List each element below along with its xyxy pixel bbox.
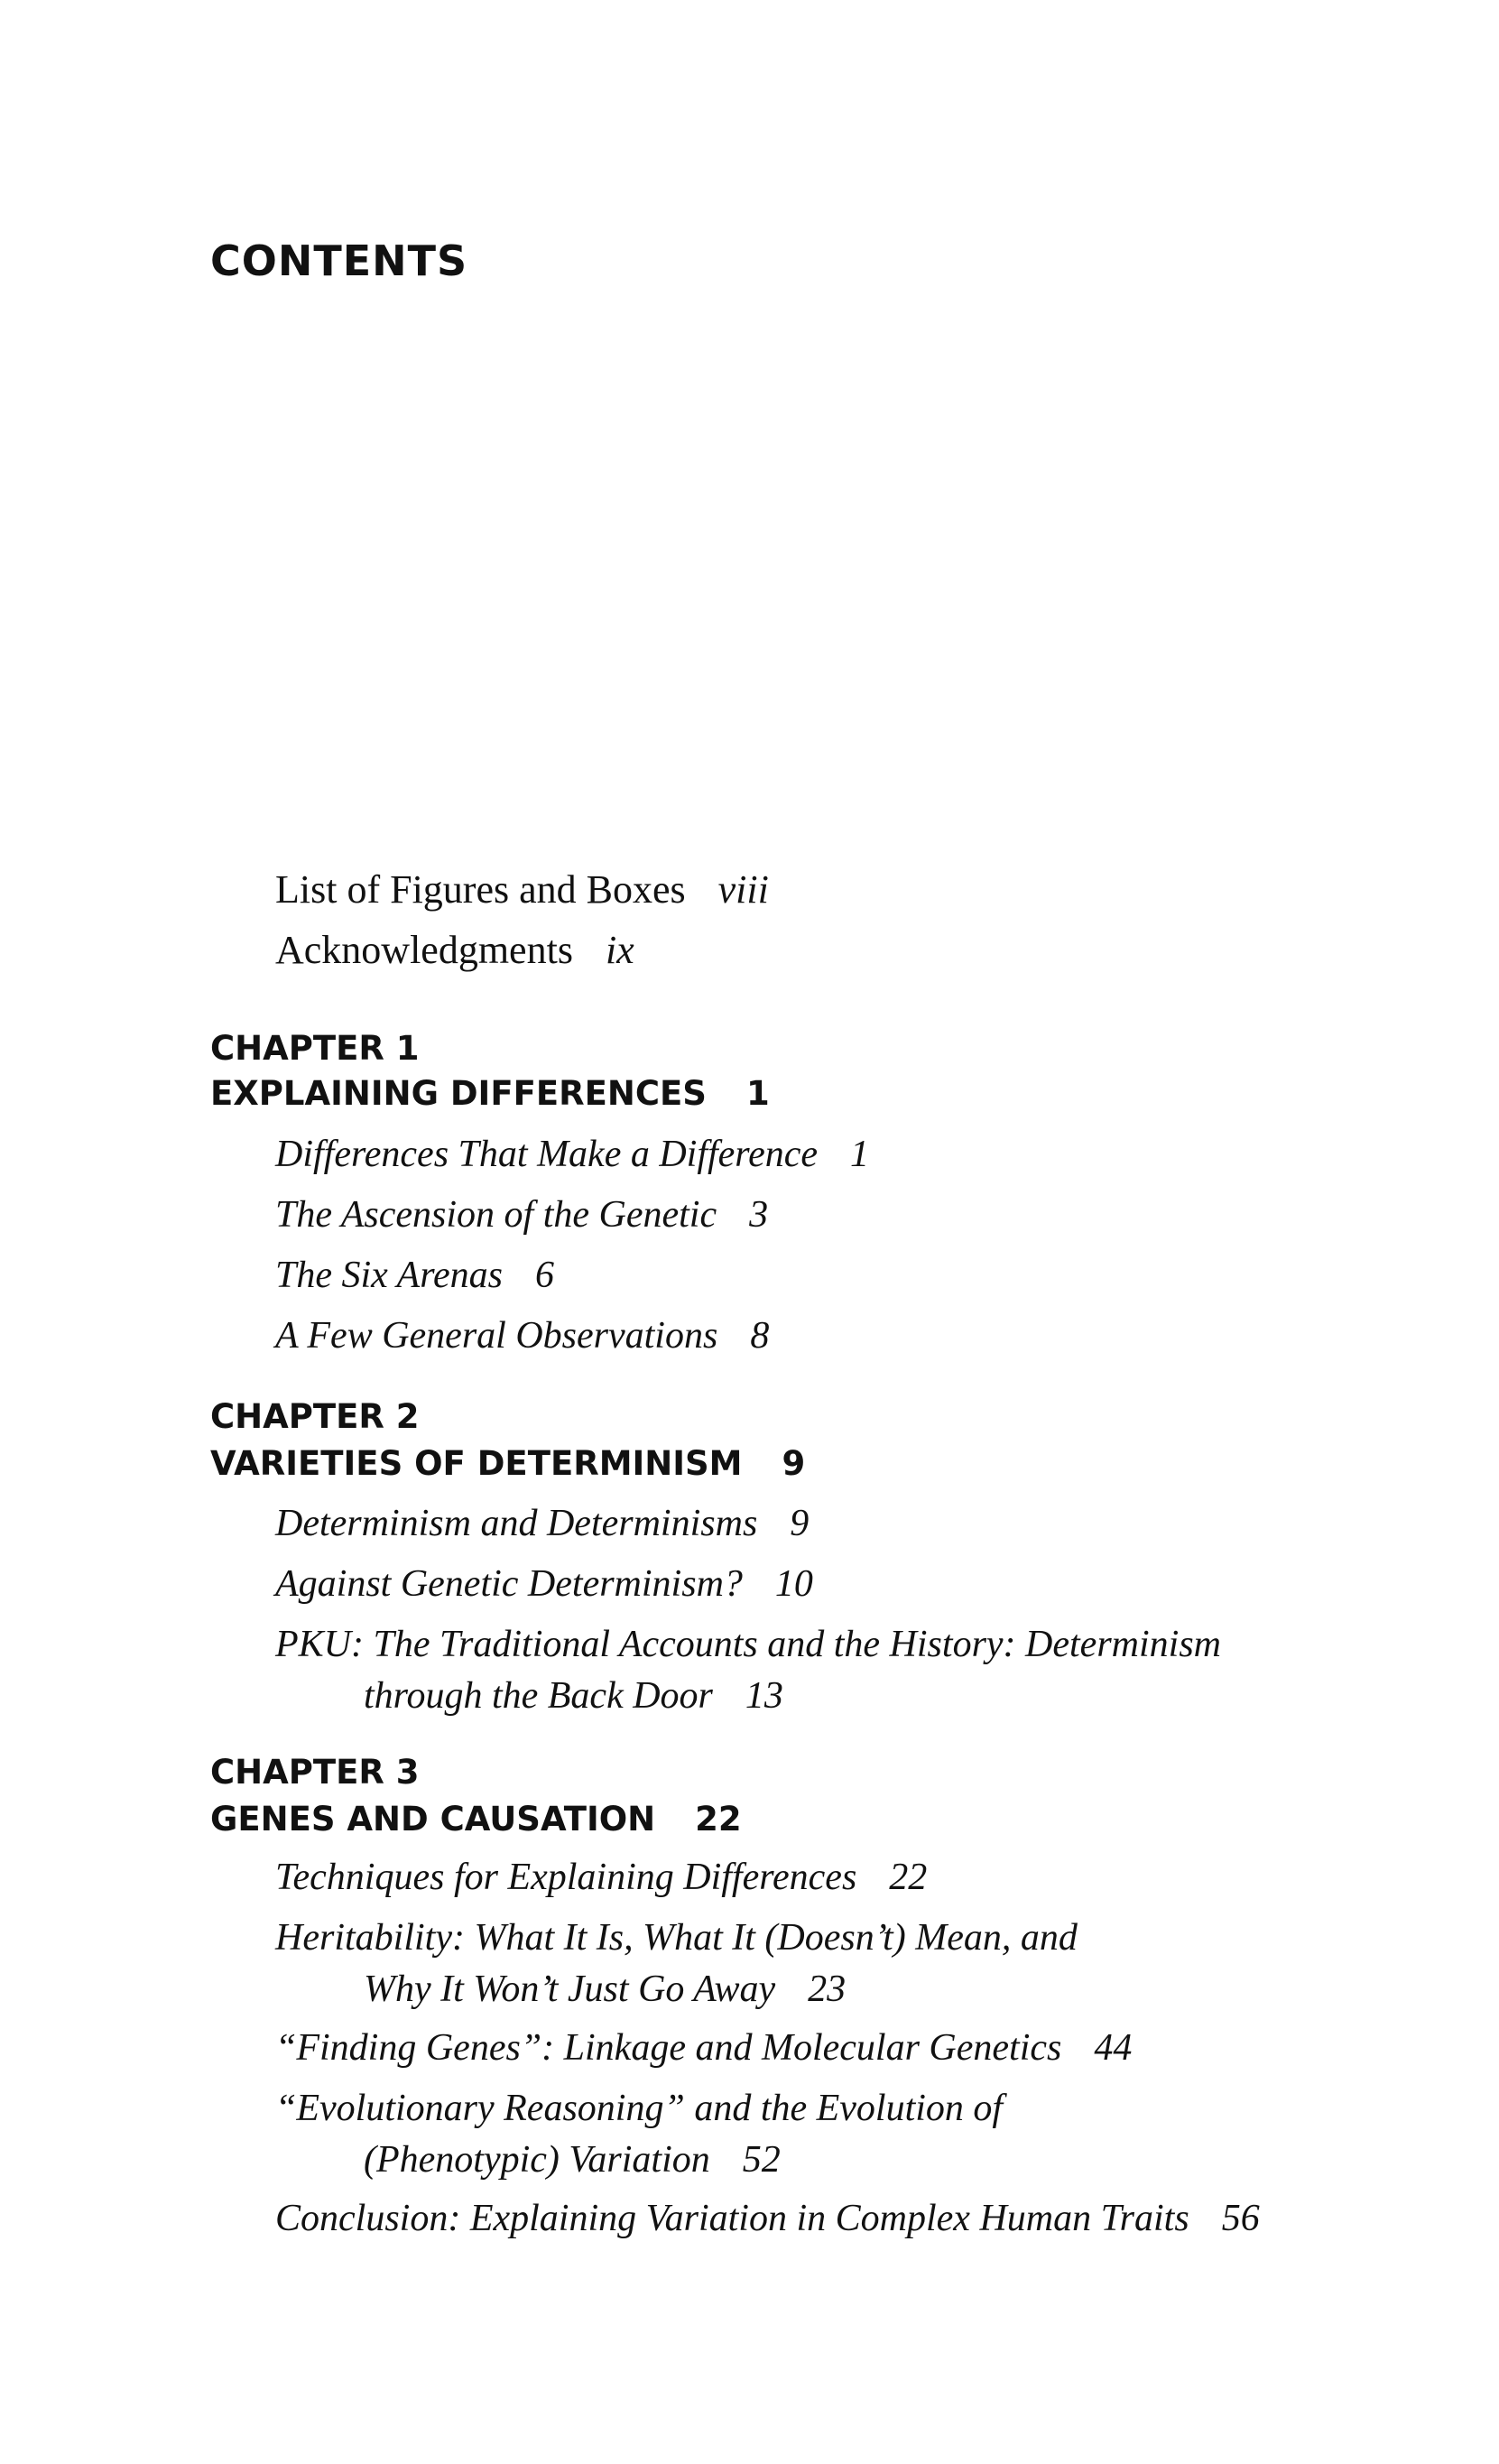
chapter-1-title[interactable] (210, 1074, 770, 1113)
toc-entry-title: List of Figures and Boxes (275, 867, 686, 912)
chapter-title-text: VARIETIES OF DETERMINISM (210, 1444, 743, 1483)
toc-entry-title: Against Genetic Determinism? (275, 1563, 743, 1605)
toc-entry-page: 44 (1094, 2027, 1133, 2069)
chapter-1-label: CHAPTER 1 (210, 1029, 420, 1068)
toc-entry-page: 23 (808, 1968, 847, 2010)
toc-entry-page: 8 (750, 1315, 770, 1357)
chapter-title-text: GENES AND CAUSATION (210, 1800, 656, 1839)
page-title: CONTENTS (210, 236, 468, 285)
toc-entry-line-2[interactable] (364, 2138, 781, 2181)
chapter-page: 9 (782, 1444, 806, 1483)
toc-entry[interactable] (275, 1856, 927, 1899)
toc-entry-page: 56 (1221, 2198, 1260, 2239)
toc-entry-title: Why It Won’t Just Go Away (364, 1968, 776, 2010)
toc-entry-title: The Six Arenas (275, 1255, 503, 1296)
chapter-title-text: EXPLAINING DIFFERENCES (210, 1074, 707, 1113)
chapter-2-label: CHAPTER 2 (210, 1397, 420, 1436)
toc-entry[interactable] (275, 1133, 869, 1176)
toc-entry[interactable] (275, 2197, 1260, 2240)
toc-entry-page: ix (605, 928, 634, 972)
toc-entry-title: Differences That Make a Difference (275, 1134, 819, 1175)
toc-entry-page: 10 (774, 1563, 813, 1605)
toc-entry[interactable] (275, 1193, 768, 1237)
toc-entry-title: Conclusion: Explaining Variation in Complex Human Traits (275, 2198, 1189, 2239)
toc-entry-title: A Few General Observations (275, 1315, 718, 1357)
toc-entry-line-1[interactable]: Heritability: What It Is, What It (Doesn’t) Mean, and (275, 1917, 1078, 1959)
toc-entry-acknowledgments[interactable] (275, 927, 634, 973)
toc-entry[interactable] (275, 1562, 813, 1606)
toc-entry-title: “Finding Genes”: Linkage and Molecular Genetics (275, 2027, 1062, 2069)
chapter-2-title[interactable] (210, 1444, 805, 1483)
toc-entry[interactable] (275, 1314, 769, 1357)
toc-entry-title: Techniques for Explaining Differences (275, 1857, 857, 1898)
toc-entry[interactable] (275, 2026, 1132, 2070)
toc-entry-title: through the Back Door (364, 1675, 713, 1717)
toc-entry[interactable] (275, 1254, 554, 1297)
toc-entry-page: 13 (745, 1675, 783, 1717)
toc-entry-title: The Ascension of the Genetic (275, 1194, 717, 1236)
toc-entry-line-1[interactable]: PKU: The Traditional Accounts and the History: Determinism (275, 1624, 1222, 1665)
toc-entry-page: viii (717, 867, 769, 912)
toc-entry-page: 6 (534, 1255, 554, 1296)
toc-entry-page: 1 (850, 1134, 870, 1175)
toc-entry-page: 22 (889, 1857, 928, 1898)
toc-entry-line-2[interactable] (364, 1968, 846, 2011)
toc-entry-page: 52 (742, 2139, 781, 2181)
chapter-3-title[interactable] (210, 1800, 742, 1839)
toc-entry-page: 3 (749, 1194, 769, 1236)
toc-entry-title: Determinism and Determinisms (275, 1503, 758, 1544)
toc-entry-line-2[interactable] (364, 1674, 783, 1718)
toc-entry[interactable] (275, 1502, 809, 1545)
toc-entry-title: (Phenotypic) Variation (364, 2139, 710, 2181)
chapter-page: 1 (745, 1074, 770, 1113)
chapter-page: 22 (695, 1800, 742, 1839)
toc-entry-line-1[interactable]: “Evolutionary Reasoning” and the Evolution of (275, 2088, 1004, 2129)
chapter-3-label: CHAPTER 3 (210, 1753, 420, 1792)
toc-entry-page: 9 (790, 1503, 810, 1544)
toc-entry-title: Acknowledgments (275, 928, 573, 972)
toc-entry-list-of-figures[interactable] (275, 866, 769, 912)
